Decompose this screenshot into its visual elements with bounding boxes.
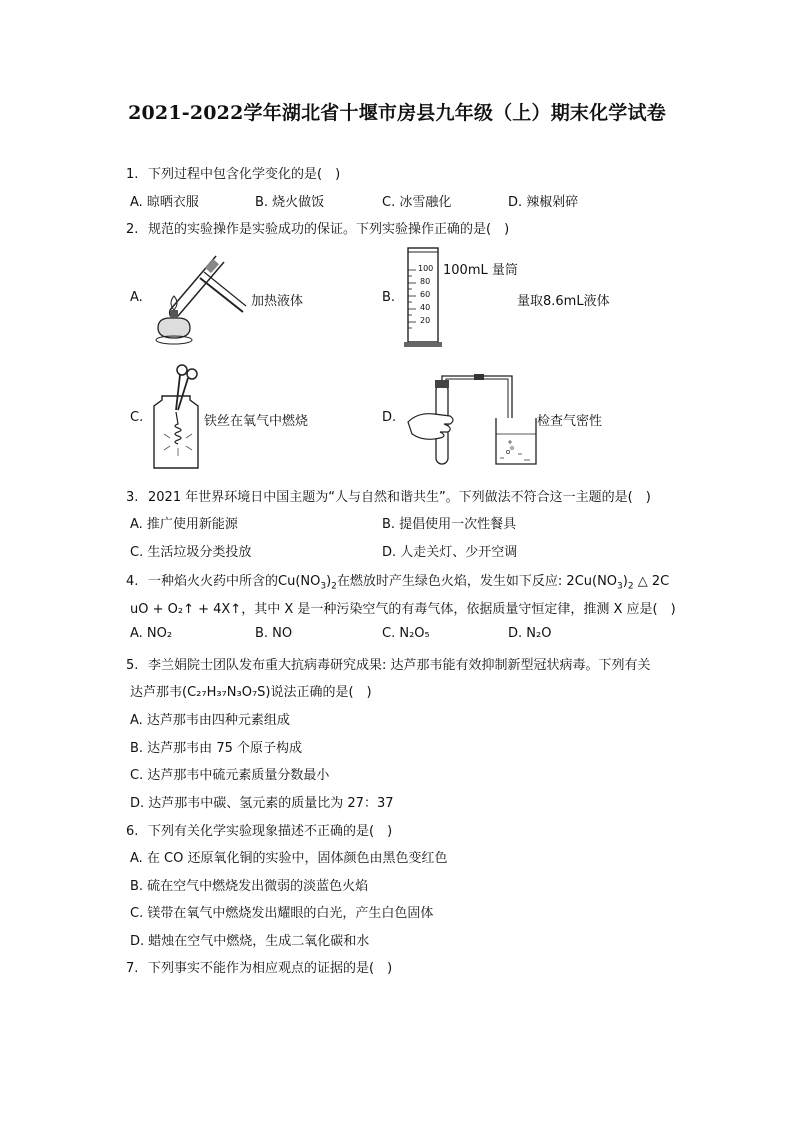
figure-label: 铁丝在氧气中燃烧 xyxy=(204,414,309,429)
question-text: 达芦那韦(C₂₇H₃₇N₃O₇S)说法正确的是( ) xyxy=(130,685,372,700)
question-6 xyxy=(126,820,392,839)
option-c: C. N₂O₅ xyxy=(382,626,430,641)
page-title: 2021-2022学年湖北省十堰市房县九年级（上）期末化学试卷 xyxy=(128,102,666,124)
option-c: C. 生活垃圾分类投放 xyxy=(130,545,252,560)
question-text: uO + O₂↑ + 4X↑，其中 X 是一种污染空气的有毒气体，依据质量守恒定律，推测 X 应是( ) xyxy=(130,602,676,617)
question-7 xyxy=(126,957,392,976)
question-text: 下列有关化学实验现象描述不正确的是( ) xyxy=(148,824,393,839)
option-a: A. 达芦那韦由四种元素组成 xyxy=(130,713,290,728)
question-1 xyxy=(126,163,340,182)
cylinder-tick-40: 40 xyxy=(420,303,431,312)
question-number: 5. xyxy=(126,658,139,673)
option-b: B. 达芦那韦由 75 个原子构成 xyxy=(130,741,302,756)
option-b: B. 提倡使用一次性餐具 xyxy=(382,517,517,532)
question-text: ) xyxy=(326,574,332,589)
cylinder-tick-20: 20 xyxy=(420,316,431,325)
figure-label: 量取8.6mL液体 xyxy=(517,294,610,309)
question-4 xyxy=(126,570,670,592)
question-5 xyxy=(126,654,651,673)
option-c: C. 达芦那韦中硫元素质量分数最小 xyxy=(130,768,330,783)
option-b: B. 烧火做饭 xyxy=(255,195,325,210)
airtightness-check-figure xyxy=(404,372,540,468)
option-a: A. NO₂ xyxy=(130,626,173,641)
option-a: A. 在 CO 还原氧化铜的实验中，固体颜色由黑色变红色 xyxy=(130,851,448,866)
subscript: 2 xyxy=(627,581,634,592)
heating-liquid-figure xyxy=(148,248,248,348)
subscript: 3 xyxy=(617,581,623,592)
cylinder-tick-60: 60 xyxy=(420,290,431,299)
question-number: 3. xyxy=(126,490,139,505)
option-d: D. 蜡烛在空气中燃烧，生成二氧化碳和水 xyxy=(130,934,370,949)
question-text: 下列事实不能作为相应观点的证据的是( ) xyxy=(148,961,393,976)
question-number: 6. xyxy=(126,824,139,839)
option-d: D. xyxy=(382,410,397,425)
cylinder-tick-80: 80 xyxy=(420,277,431,286)
option-c: C. 镁带在氧气中燃烧发出耀眼的白光，产生白色固体 xyxy=(130,906,434,921)
subscript: 2 xyxy=(331,581,337,592)
subscript: 3 xyxy=(320,581,327,592)
figure-label: 加热液体 xyxy=(251,294,304,309)
option-d: D. 人走关灯、少开空调 xyxy=(382,545,518,560)
question-text: 一种焰火火药中所含的Cu(NO xyxy=(148,574,321,589)
option-c: C. 冰雪融化 xyxy=(382,195,452,210)
option-a: A. xyxy=(130,290,143,305)
question-text: △ 2C xyxy=(633,574,670,589)
question-text: 李兰娟院士团队发布重大抗病毒研究成果: 达芦那韦能有效抑制新型冠状病毒。下列有关 xyxy=(148,658,651,673)
question-2 xyxy=(126,218,509,237)
cylinder-tick-100: 100 xyxy=(418,264,434,273)
option-c: C. xyxy=(130,410,144,425)
option-d: D. 辣椒剁碎 xyxy=(508,195,579,210)
option-d: D. 达芦那韦中碳、氢元素的质量比为 27：37 xyxy=(130,796,394,811)
question-text: ) xyxy=(622,574,628,589)
question-number: 4. xyxy=(126,574,139,589)
figure-label: 检查气密性 xyxy=(537,414,603,429)
question-text: 2021 年世界环境日中国主题为“人与自然和谐共生”。下列做法不符合这一主题的是( ) xyxy=(148,490,651,505)
question-number: 1. xyxy=(126,167,139,182)
option-a: A. 晾晒衣服 xyxy=(130,195,199,210)
question-number: 2. xyxy=(126,222,139,237)
figure-caption: 100mL 量筒 xyxy=(443,263,518,278)
question-3 xyxy=(126,486,651,505)
question-number: 7. xyxy=(126,961,139,976)
option-b: B. NO xyxy=(255,626,293,641)
option-b: B. xyxy=(382,290,396,305)
question-text: 规范的实验操作是实验成功的保证。下列实验操作正确的是( ) xyxy=(148,222,510,237)
question-text: 在燃放时产生绿色火焰，发生如下反应: 2Cu(NO xyxy=(336,574,618,589)
option-b: B. 硫在空气中燃烧发出微弱的淡蓝色火焰 xyxy=(130,879,369,894)
option-d: D. N₂O xyxy=(508,626,552,641)
question-text: 下列过程中包含化学变化的是( ) xyxy=(148,167,341,182)
option-a: A. 推广使用新能源 xyxy=(130,517,238,532)
iron-wire-burning-figure xyxy=(150,362,202,472)
